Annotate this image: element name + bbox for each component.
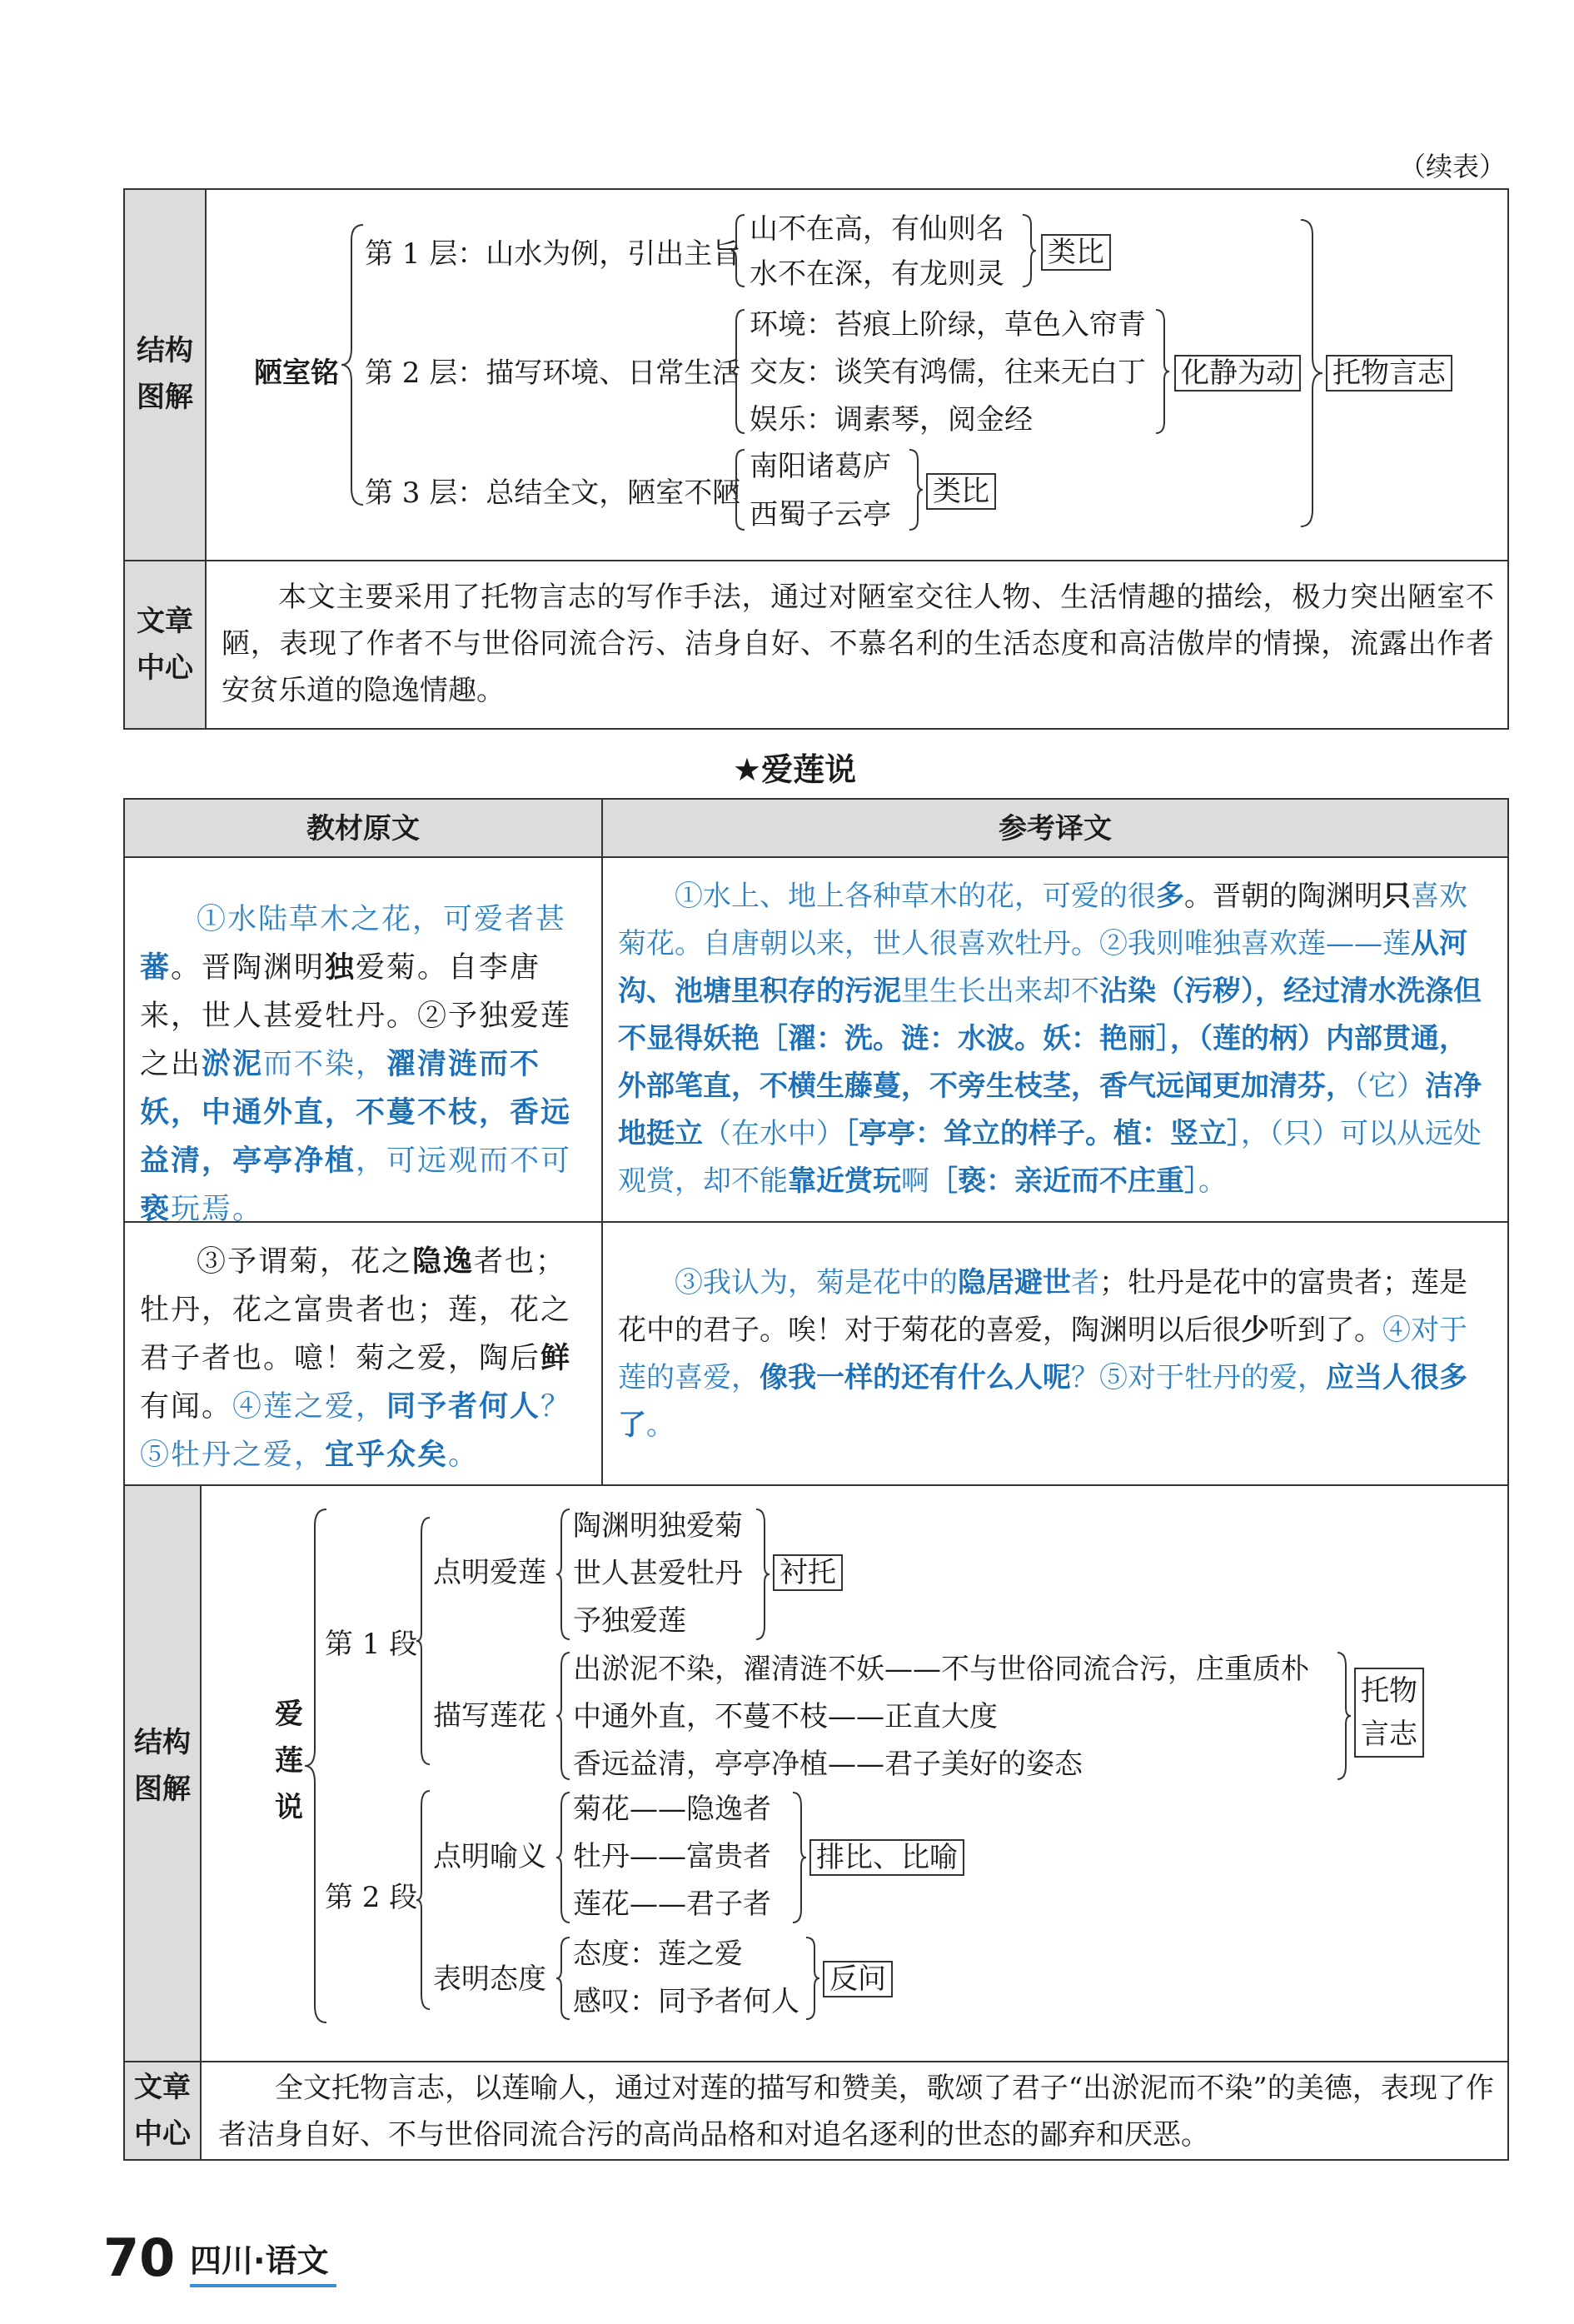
diagram-root-2: 爱 莲 说 — [275, 1698, 303, 1824]
footer-underline — [190, 2284, 336, 2287]
tag-contrast: 衬托 — [773, 1554, 843, 1591]
group-4-close-brace — [804, 1936, 821, 2021]
text-segment: ④对于莲的喜爱， — [618, 1314, 1467, 1394]
structure-label-cell — [125, 190, 205, 560]
text-segment: ，可远观而不可 — [356, 1145, 572, 1178]
group-2-item: 出淤泥不染，濯清涟不妖——不与世俗同流合污，庄重质朴 — [573, 1653, 1309, 1686]
text-segment: 。 — [646, 1409, 675, 1442]
translation-para-2 — [618, 1259, 1494, 1449]
group-1-item: 予独爱莲 — [573, 1604, 686, 1638]
text-segment: ［亭亭：耸立的样子。植：竖立］ — [844, 1117, 1241, 1150]
text-segment: 像我一样的还有什么人呢 — [760, 1361, 1071, 1394]
text-segment: 听到了。 — [1269, 1314, 1382, 1347]
group-2-item: 中通外直，不蔓不枝——正直大度 — [573, 1700, 998, 1733]
group-3-item: 牡丹——富贵者 — [573, 1840, 771, 1873]
text-segment: ，（只）可以从远处观赏，却不能 — [618, 1117, 1482, 1198]
text-segment: 者也；牡丹，花之富贵者也；莲，花之君子者也。噫！菊之爱，陶后 — [140, 1245, 572, 1375]
original-para-2 — [140, 1238, 588, 1479]
text-segment: 鲜 — [540, 1341, 572, 1375]
text-segment: ？⑤对于牡丹的爱， — [1071, 1361, 1326, 1394]
text-segment: ①水陆草木之花，可爱者甚 — [197, 903, 567, 936]
root-brace-2 — [303, 1508, 328, 2024]
text-segment: 同予者何人 — [386, 1389, 541, 1424]
group-1-item: 陶渊明独爱菊 — [573, 1509, 743, 1543]
layer-2-item: 环境：苔痕上阶绿，草色入帘青 — [750, 308, 1146, 342]
final-brace — [1299, 218, 1324, 528]
para-2-brace — [415, 1789, 431, 2011]
text-segment: 宜乎众矣 — [325, 1438, 449, 1472]
continued-label: （续表） — [1399, 151, 1507, 182]
layer-3-item: 南阳诸葛庐 — [750, 450, 891, 483]
text-segment: 隐居避世 — [958, 1266, 1071, 1299]
text-segment: 靠近赏玩 — [788, 1164, 901, 1198]
layer-1-item: 水不在深，有龙则灵 — [750, 257, 1004, 291]
text-segment: ；牡丹是花中的富贵者；莲是花中的君子。唉！对于菊花的喜爱，陶渊明以后很 — [618, 1266, 1467, 1347]
layer-2-item: 娱乐：调素琴，阅金经 — [750, 403, 1033, 436]
layer-2-close-brace — [1154, 308, 1171, 435]
para-2-label: 第 2 段 — [325, 1881, 418, 1914]
tag-analogy: 类比 — [1041, 234, 1111, 271]
footer-title — [190, 2241, 328, 2281]
tag-symbolism: 托物 言志 — [1354, 1668, 1424, 1758]
layer-1-brace — [730, 213, 746, 288]
layer-1: 第 1 层：山水为例，引出主旨 — [365, 237, 741, 271]
group-2-item: 香远益清，亭亭净植——君子美好的姿态 — [573, 1748, 1083, 1781]
diagram-root: 陋室铭 — [254, 357, 339, 390]
section-title: ★爱莲说 — [733, 751, 857, 788]
structure-label-2: 结构 图解 — [134, 1726, 191, 1806]
text-segment: 啊 — [901, 1164, 929, 1198]
layer-3-close-brace — [908, 448, 924, 531]
text-segment: 者 — [1071, 1266, 1099, 1299]
page-number: 70 — [103, 2227, 176, 2288]
center-label: 文章 中心 — [137, 605, 193, 685]
header-original: 教材原文 — [125, 800, 601, 856]
layer-3: 第 3 层：总结全文，陋室不陋 — [365, 476, 741, 510]
text-segment: 。 — [448, 1439, 480, 1472]
tag-rhetorical-question: 反问 — [823, 1961, 893, 1997]
group-4-item: 感叹：同予者何人 — [573, 1985, 799, 2018]
center-label-2: 文章 中心 — [134, 2071, 191, 2151]
tag-static-to-dynamic: 化静为动 — [1174, 355, 1301, 391]
text-segment: ③予谓菊，花之 — [197, 1245, 413, 1279]
structure-label-cell-2 — [125, 1486, 200, 2061]
layer-1-close-brace — [1021, 213, 1038, 288]
original-para-1 — [140, 895, 588, 1234]
text-segment: ①水上、地上各种草木的花，可爱的很 — [675, 880, 1156, 913]
center-label-cell — [125, 561, 205, 728]
text-segment: 沾染（污秽），经过清水洗涤但不显得妖艳［濯：洗。涟：水波。妖：艳丽］，（莲的柄）内部贯通，外部笔直，不横生藤蔓，不旁生枝茎，香气远闻更加清芬， — [618, 975, 1482, 1103]
text-segment: 而不染， — [263, 1048, 387, 1081]
text-segment: 。晋朝的陶渊明 — [1184, 880, 1382, 913]
para-1-brace — [415, 1516, 431, 1766]
footer-region: 四川 — [190, 2242, 254, 2279]
group-1-item: 世人甚爱牡丹 — [573, 1557, 743, 1590]
group-4-item: 态度：莲之爱 — [573, 1937, 743, 1971]
text-segment: 蕃 — [140, 950, 172, 985]
tag-analogy-2: 类比 — [926, 473, 996, 510]
text-segment: 独 — [325, 950, 356, 985]
text-segment: 洁净地挺立 — [618, 1070, 1482, 1150]
group-3-item: 菊花——隐逸者 — [573, 1793, 771, 1826]
footer-dot: · — [253, 2242, 266, 2279]
group-3-brace — [555, 1791, 571, 1924]
tag-parallelism: 排比、比喻 — [809, 1839, 964, 1876]
group-4-brace — [555, 1936, 571, 2021]
text-segment: 隐逸 — [412, 1244, 475, 1279]
text-segment: ［亵：亲近而不庄重］ — [929, 1164, 1198, 1198]
text-segment: ③我认为，菊是花中的 — [675, 1266, 958, 1299]
text-segment: 。晋陶渊明 — [171, 951, 326, 985]
text-segment: 玩焉。 — [171, 1193, 264, 1226]
text-segment: 应当人很多了 — [618, 1361, 1467, 1442]
text-segment: ④莲之爱， — [232, 1390, 387, 1424]
group-2-close-brace — [1336, 1651, 1352, 1781]
layer-2: 第 2 层：描写环境、日常生活 — [365, 357, 741, 390]
center-label-cell-2 — [125, 2062, 200, 2159]
text-segment: 濯清涟而不妖，中通外直，不蔓不枝，香远益清，亭亭净植 — [140, 1047, 572, 1178]
text-segment: 亵 — [140, 1192, 172, 1226]
group-2-brace — [555, 1651, 571, 1781]
group-4-label: 表明态度 — [433, 1962, 546, 1996]
text-segment: 淤泥 — [202, 1047, 264, 1081]
footer-subject: 语文 — [265, 2242, 329, 2279]
layer-3-item: 西蜀子云亭 — [750, 498, 891, 531]
layer-1-item: 山不在高，有仙则名 — [750, 212, 1004, 246]
group-1-close-brace — [755, 1508, 771, 1641]
tag-final: 托物言志 — [1326, 355, 1452, 391]
group-1-brace — [555, 1508, 571, 1641]
layer-3-brace — [730, 448, 746, 531]
text-segment: 只 — [1382, 880, 1411, 913]
layer-2-item: 交友：谈笑有鸿儒，往来无白丁 — [750, 356, 1146, 389]
center-text-2: 全文托物言志，以莲喻人，通过对莲的描写和赞美，歌颂了君子“出淤泥而不染”的美德，表现了作者洁身自好、不与世俗同流合污的高尚品格和对追名逐利的世态的鄙弃和厌恶。 — [218, 2072, 1494, 2152]
text-segment: （它） — [1354, 1070, 1425, 1103]
text-segment: 有闻。 — [140, 1390, 233, 1424]
text-segment: ？⑤牡丹之爱， — [140, 1390, 572, 1472]
layer-2-brace — [730, 308, 746, 435]
group-3-item: 莲花——君子者 — [573, 1888, 771, 1921]
text-segment: 多 — [1156, 880, 1184, 913]
text-segment: 从河沟、池塘里积存的污泥 — [618, 927, 1467, 1008]
text-segment: 。 — [1198, 1164, 1227, 1198]
text-segment: 喜欢菊花。自唐朝以来，世人很喜欢牡丹。②我则唯独喜欢莲——莲 — [618, 880, 1467, 960]
group-1-label: 点明爱莲 — [433, 1556, 546, 1589]
text-segment: 爱菊。自李唐来，世人甚爱牡丹。②予独爱莲之出 — [140, 951, 572, 1081]
header-translation: 参考译文 — [603, 800, 1507, 856]
group-2-label: 描写莲花 — [433, 1699, 546, 1733]
root-brace — [340, 223, 365, 506]
translation-para-1 — [618, 873, 1494, 1205]
text-segment: 少 — [1241, 1314, 1269, 1347]
center-text: 本文主要采用了托物言志的写作手法，通过对陋室交往人物、生活情趣的描绘，极力突出陋室不陋，表现了作者不与世俗同流合污、洁身自好、不慕名利的生活态度和高洁傲岸的情操，流露出作者安贫乐道的隐逸情趣。 — [222, 581, 1494, 707]
para-1-label: 第 1 段 — [325, 1628, 418, 1661]
group-3-label: 点明喻义 — [433, 1840, 546, 1873]
group-3-close-brace — [791, 1791, 808, 1924]
text-segment: （在水中） — [703, 1117, 844, 1150]
structure-label: 结构 图解 — [137, 334, 193, 414]
text-segment: 里生长出来却不 — [901, 975, 1099, 1008]
